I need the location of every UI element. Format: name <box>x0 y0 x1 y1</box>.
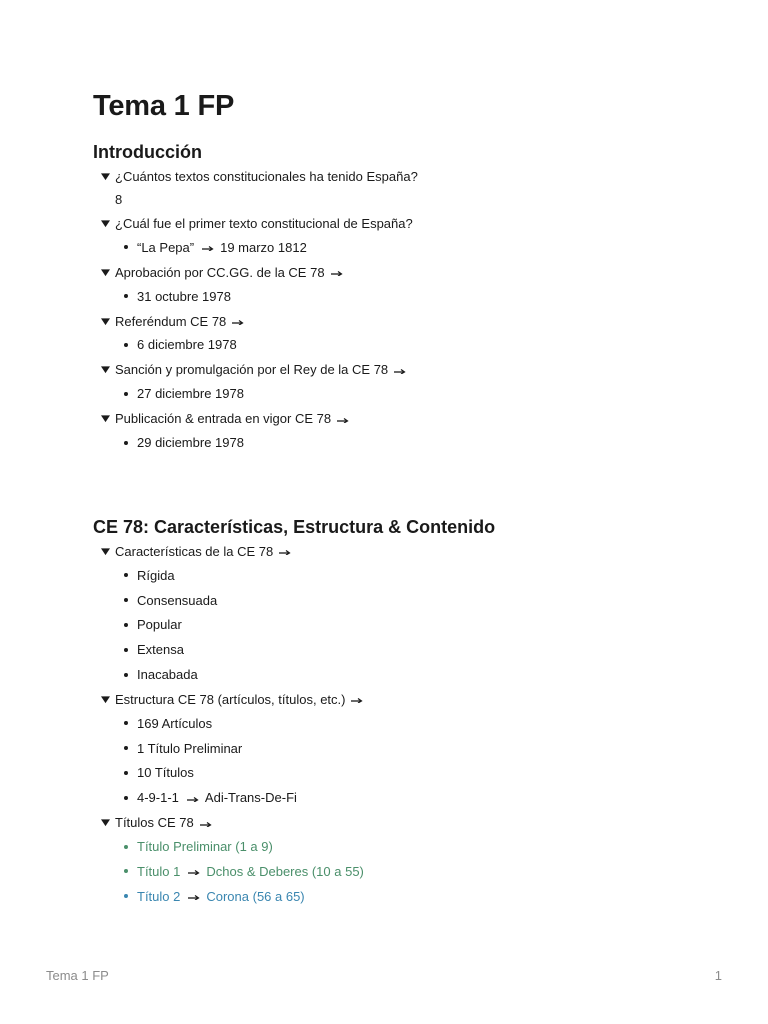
bullet-dot-icon <box>124 894 128 898</box>
item-text: Título Preliminar (1 a 9) <box>137 839 273 855</box>
list-item <box>93 736 713 761</box>
bullet-dot-icon <box>124 673 128 677</box>
item-text: 27 diciembre 1978 <box>137 386 244 402</box>
list-item <box>93 761 713 786</box>
item-text: Extensa <box>137 642 184 658</box>
bullet-dot-icon <box>124 245 128 249</box>
toggle-label: ¿Cuántos textos constitucionales ha tenido España? <box>115 169 418 184</box>
arrow-right-icon <box>187 794 199 802</box>
item-text: Título 1 <box>137 863 181 879</box>
toggle-label: ¿Cuál fue el primer texto constitucional de España? <box>115 216 413 231</box>
list-item <box>93 381 713 406</box>
arrow-right-icon <box>188 867 200 875</box>
arrow-right-icon <box>202 243 214 251</box>
toggle-primer-texto[interactable] <box>93 212 713 235</box>
list-item <box>93 613 713 638</box>
item-text: 19 marzo 1812 <box>220 239 307 255</box>
bullet-dot-icon <box>124 721 128 725</box>
triangle-down-icon[interactable] <box>101 365 110 374</box>
list-item <box>93 430 713 455</box>
list-item-titulo-preliminar <box>93 834 713 859</box>
toggle-label: Referéndum CE 78 <box>115 313 227 329</box>
toggle-referendum[interactable] <box>93 310 713 333</box>
triangle-down-icon[interactable] <box>101 268 110 277</box>
item-text: Popular <box>137 617 182 633</box>
toggle-titulos[interactable] <box>93 811 713 834</box>
toggle-cuantos-textos[interactable] <box>93 165 713 188</box>
bullet-dot-icon <box>124 598 128 602</box>
item-text: 1 Título Preliminar <box>137 740 243 756</box>
triangle-down-icon[interactable] <box>101 172 110 181</box>
triangle-down-icon[interactable] <box>101 818 110 827</box>
item-text: Adi-Trans-De-Fi <box>204 790 297 806</box>
toggle-publicacion[interactable] <box>93 407 713 430</box>
arrow-right-icon <box>351 695 363 703</box>
bullet-dot-icon <box>124 771 128 775</box>
bullet-dot-icon <box>124 343 128 347</box>
page-title: Tema 1 FP <box>93 90 235 122</box>
bullet-dot-icon <box>124 573 128 577</box>
arrow-right-icon <box>188 892 200 900</box>
bullet-dot-icon <box>124 845 128 849</box>
toggle-label: Títulos CE 78 <box>115 815 194 831</box>
item-text: 29 diciembre 1978 <box>137 435 244 451</box>
bullet-dot-icon <box>124 623 128 627</box>
bullet-dot-icon <box>124 746 128 750</box>
list-item <box>93 588 713 613</box>
triangle-down-icon[interactable] <box>101 317 110 326</box>
item-text: Consensuada <box>137 592 218 608</box>
list-item <box>93 711 713 736</box>
arrow-right-icon <box>337 415 349 423</box>
toggle-caracteristicas[interactable] <box>93 540 713 563</box>
arrow-right-icon <box>200 819 212 827</box>
bullet-dot-icon <box>124 648 128 652</box>
item-text: 169 Artículos <box>137 715 213 731</box>
bullet-dot-icon <box>124 441 128 445</box>
item-text: 6 diciembre 1978 <box>137 337 237 353</box>
item-text: Corona (56 a 65) <box>206 888 305 904</box>
item-text: Título 2 <box>137 888 181 904</box>
bullet-dot-icon <box>124 392 128 396</box>
bullet-dot-icon <box>124 796 128 800</box>
triangle-down-icon[interactable] <box>101 695 110 704</box>
toggle-aprobacion[interactable] <box>93 261 713 284</box>
toggle-label: Sanción y promulgación por el Rey de la CE 78 <box>115 362 389 378</box>
document-page <box>93 86 713 909</box>
triangle-down-icon[interactable] <box>101 414 110 423</box>
toggle-sancion[interactable] <box>93 358 713 381</box>
arrow-right-icon <box>394 366 406 374</box>
list-item <box>93 662 713 687</box>
list-item <box>93 785 713 810</box>
list-item-titulo-2 <box>93 884 713 909</box>
list-item <box>93 284 713 309</box>
item-text: 31 octubre 1978 <box>137 288 231 304</box>
section-heading-ce78: CE 78: Características, Estructura & Contenido <box>93 516 496 537</box>
list-item <box>93 563 713 588</box>
list-item <box>93 333 713 358</box>
list-item <box>93 235 713 260</box>
section-heading-introduccion: Introducción <box>93 142 202 162</box>
triangle-down-icon[interactable] <box>101 219 110 228</box>
item-text: Dchos & Deberes (10 a 55) <box>206 863 364 879</box>
triangle-down-icon[interactable] <box>101 547 110 556</box>
item-text: 10 Títulos <box>137 765 194 781</box>
toggle-label: Aprobación por CC.GG. de la CE 78 <box>115 264 325 280</box>
item-text: Inacabada <box>137 667 198 683</box>
list-item <box>93 637 713 662</box>
item-text: “La Pepa” <box>137 239 195 255</box>
toggle-estructura[interactable] <box>93 688 713 711</box>
toggle-label: Características de la CE 78 <box>115 543 274 559</box>
bullet-dot-icon <box>124 294 128 298</box>
arrow-right-icon <box>232 317 244 325</box>
list-item-titulo-1 <box>93 859 713 884</box>
bullet-dot-icon <box>124 869 128 873</box>
arrow-right-icon <box>331 268 343 276</box>
arrow-right-icon <box>279 547 291 555</box>
item-text: 4-9-1-1 <box>137 790 179 806</box>
footer-title: Tema 1 FP <box>46 968 109 983</box>
toggle-answer: 8 <box>115 192 123 207</box>
item-text: Rígida <box>137 567 175 583</box>
toggle-label: Estructura CE 78 (artículos, títulos, etc.) <box>115 691 346 707</box>
page-number: 1 <box>714 968 722 983</box>
toggle-label: Publicación & entrada en vigor CE 78 <box>115 411 332 427</box>
